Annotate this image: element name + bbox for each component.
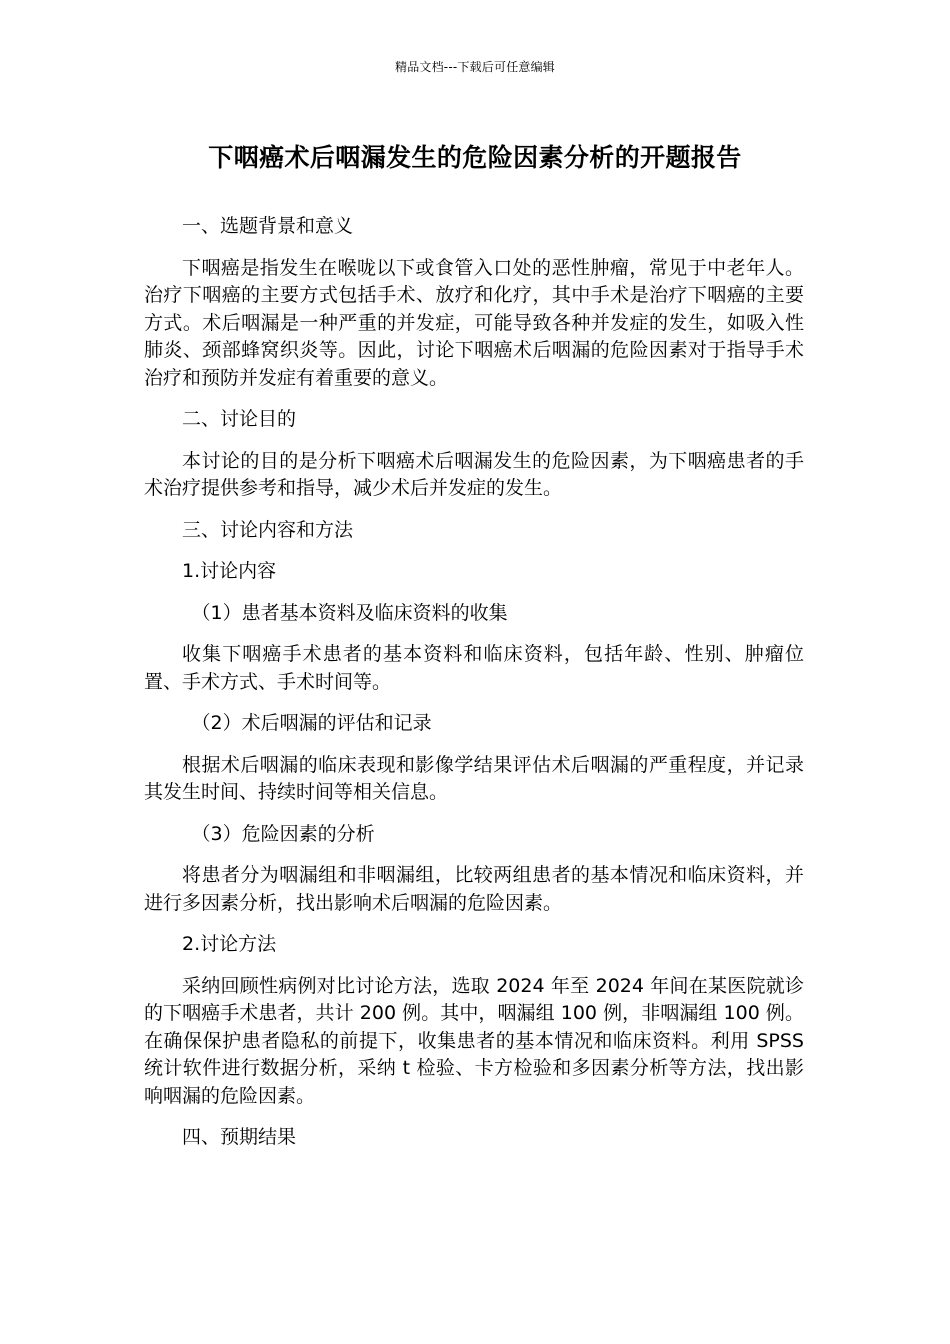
section-heading-content-methods: 三、讨论内容和方法 <box>182 518 354 541</box>
paragraph-risk-analysis: 将患者分为咽漏组和非咽漏组，比较两组患者的基本情况和临床资料，并进行多因素分析，找出影响术后咽漏的危险因素。 <box>144 864 804 914</box>
section-heading-purpose: 二、讨论目的 <box>182 408 297 430</box>
item-heading-fistula-assessment: （2）术后咽漏的评估和记录 <box>191 712 432 734</box>
item-heading-data-collection: （1）患者基本资料及临床资料的收集 <box>191 601 508 624</box>
subsection-heading-methods: 2.讨论方法 <box>182 933 277 955</box>
paragraph-methods: 采纳回顾性病例对比讨论方法，选取 2024 年至 2024 年间在某医院就诊的下咽癌手术患者，共计 200 例。其中，咽漏组 100 例，非咽漏组 100 例。在确保保护患者隐私的前提下，收集患者的基本情况和临床资料。利用 SPSS 统计软件进行数据分析，采纳 t 检验、卡方检验和多因素分析等方法，找出影响咽漏的危险因素。 <box>144 974 804 1107</box>
document-body <box>144 213 804 1166</box>
paragraph-fistula-assessment: 根据术后咽漏的临床表现和影像学结果评估术后咽漏的严重程度，并记录其发生时间、持续时间等相关信息。 <box>144 753 804 803</box>
paragraph-purpose: 本讨论的目的是分析下咽癌术后咽漏发生的危险因素，为下咽癌患者的手术治疗提供参考和指导，减少术后并发症的发生。 <box>144 449 804 499</box>
section-heading-expected-results: 四、预期结果 <box>182 1126 297 1148</box>
subsection-heading-content: 1.讨论内容 <box>182 560 277 582</box>
document-title: 下咽癌术后咽漏发生的危险因素分析的开题报告 <box>208 143 742 172</box>
paragraph-background: 下咽癌是指发生在喉咙以下或食管入口处的恶性肿瘤，常见于中老年人。治疗下咽癌的主要方式包括手术、放疗和化疗，其中手术是治疗下咽癌的主要方式。术后咽漏是一种严重的并发症，可能导致各种并发症的发生，如吸入性肺炎、颈部蜂窝织炎等。因此，讨论下咽癌术后咽漏的危险因素对于指导手术治疗和预防并发症有着重要的意义。 <box>144 256 804 389</box>
paragraph-data-collection: 收集下咽癌手术患者的基本资料和临床资料，包括年龄、性别、肿瘤位置、手术方式、手术时间等。 <box>144 643 804 693</box>
section-heading-background: 一、选题背景和意义 <box>182 215 354 237</box>
page-header: 精品文档---下载后可任意编辑 <box>395 60 555 74</box>
item-heading-risk-analysis: （3）危险因素的分析 <box>191 822 375 845</box>
